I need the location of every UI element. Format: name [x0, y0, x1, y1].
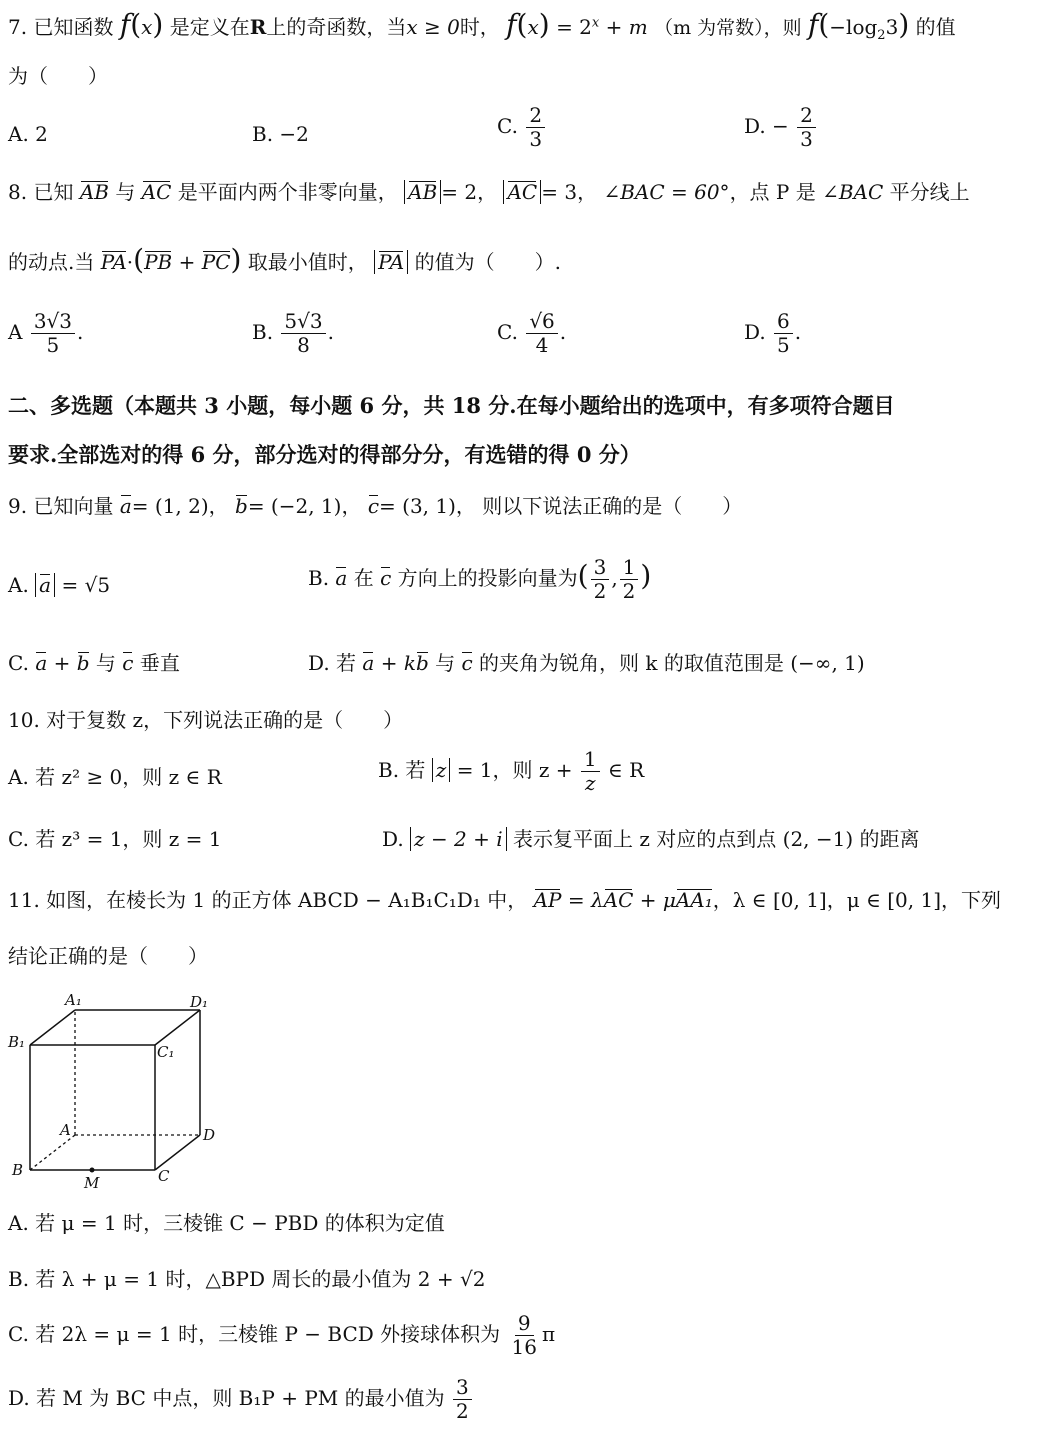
- label-b1: B₁: [8, 1033, 26, 1051]
- q7-option-b: B. −2: [252, 122, 309, 146]
- q9-option-a: A. a = √5: [8, 573, 111, 597]
- q11-stem: 11. 如图，在棱长为 1 的正方体 ABCD − A₁B₁C₁D₁ 中， AP = λAC + μAA₁，λ ∈ [0, 1]，μ ∈ [0, 1]，下列: [8, 888, 1002, 912]
- q11-option-d: D. 若 M 为 BC 中点，则 B₁P + PM 的最小值为 $\frac{3}{2}$: [8, 1376, 474, 1423]
- label-d: D: [203, 1126, 216, 1144]
- section-heading: 二、多选题（本题共 3 小题，每小题 6 分，共 18 分.在每小题给出的选项中，有多项符合题目: [8, 393, 895, 418]
- label-d1: D₁: [190, 993, 209, 1011]
- q8-option-b: B. $\frac{5√3}{8}$ .: [252, 309, 334, 357]
- q10-option-d: D. z − 2 + i 表示复平面上 z 对应的点到点 (2, −1) 的距离: [382, 827, 920, 851]
- q9-option-b: B. a 在 c 方向上的投影向量为( $\frac{3}{2}$ , $\frac{1}{2}$ ): [308, 555, 652, 603]
- label-a1: A₁: [65, 991, 82, 1009]
- q10-stem: 10. 对于复数 z，下列说法正确的是（ ）: [8, 708, 404, 732]
- q11-option-a: A. 若 μ = 1 时，三棱锥 C − PBD 的体积为定值: [8, 1211, 445, 1235]
- label-m: M: [84, 1174, 100, 1192]
- q9-stem: 9. 已知向量 a= (1, 2)， b= (−2, 1)， c= (3, 1)， 则以下说法正确的是（ ）: [8, 494, 743, 518]
- edge-d-c: [155, 1135, 200, 1170]
- label-c1: C₁: [157, 1043, 175, 1061]
- q8-stem: 8. 已知 AB 与 AC 是平面内两个非零向量， AB = 2， AC = 3， ∠BAC = 60°，点 P 是 ∠BAC 平分线上: [8, 180, 970, 204]
- q7-stem-line2: 为（ ）: [8, 64, 108, 88]
- cube-figure: [0, 985, 240, 1195]
- q8-option-d: D. $\frac{6}{5}$ .: [744, 309, 802, 357]
- q8-option-a: A $\frac{3√3}{5}$ .: [8, 309, 84, 357]
- label-c: C: [158, 1167, 170, 1185]
- label-b: B: [12, 1161, 24, 1179]
- q10-option-b: B. 若 z = 1，则 z + $\frac{1}{z}$ ∈ R: [378, 747, 645, 795]
- q11-option-b: B. 若 λ + μ = 1 时，△BPD 周长的最小值为 2 + √2: [8, 1267, 486, 1291]
- q8-option-c: C. $\frac{√6}{4}$ .: [497, 309, 567, 357]
- q7-stem: 7. 已知函数 f(x) 是定义在R上的奇函数，当x ≥ 0时， $f(x) = 2^x + m$ （m 为常数），则 $f(-\log_23)$ 的值: [8, 8, 956, 43]
- edge-b1-a1: [30, 1010, 75, 1045]
- point-m: [90, 1168, 95, 1173]
- q11-option-c: C. 若 2λ = μ = 1 时，三棱锥 P − BCD 外接球体积为 $\frac{9}{16}$ π: [8, 1311, 556, 1359]
- q9-option-c: C. a + b 与 c 垂直: [8, 651, 180, 675]
- q8-stem-line2: 的动点.当 PA·(PB + PC) 取最小值时， PA 的值为（ ）.: [8, 243, 561, 276]
- q7-option-c: C. $\frac{2}{3}$: [497, 104, 547, 151]
- q11-stem-line2: 结论正确的是（ ）: [8, 944, 208, 968]
- q10-option-c: C. 若 z³ = 1，则 z = 1: [8, 827, 222, 851]
- section-heading-line2: 要求.全部选对的得 6 分，部分选对的得部分分，有选错的得 0 分）: [8, 442, 641, 467]
- edge-d1-c1: [155, 1010, 200, 1045]
- q9-option-d: D. 若 a + kb 与 c 的夹角为锐角，则 k 的取值范围是 (−∞, 1): [308, 651, 865, 675]
- q7-option-d: D. − $\frac{2}{3}$: [744, 104, 818, 151]
- edge-a-b: [30, 1135, 75, 1170]
- label-a: A: [60, 1121, 71, 1139]
- q7-option-a: A. 2: [8, 122, 48, 146]
- q10-option-a: A. 若 z² ≥ 0，则 z ∈ R: [8, 765, 222, 789]
